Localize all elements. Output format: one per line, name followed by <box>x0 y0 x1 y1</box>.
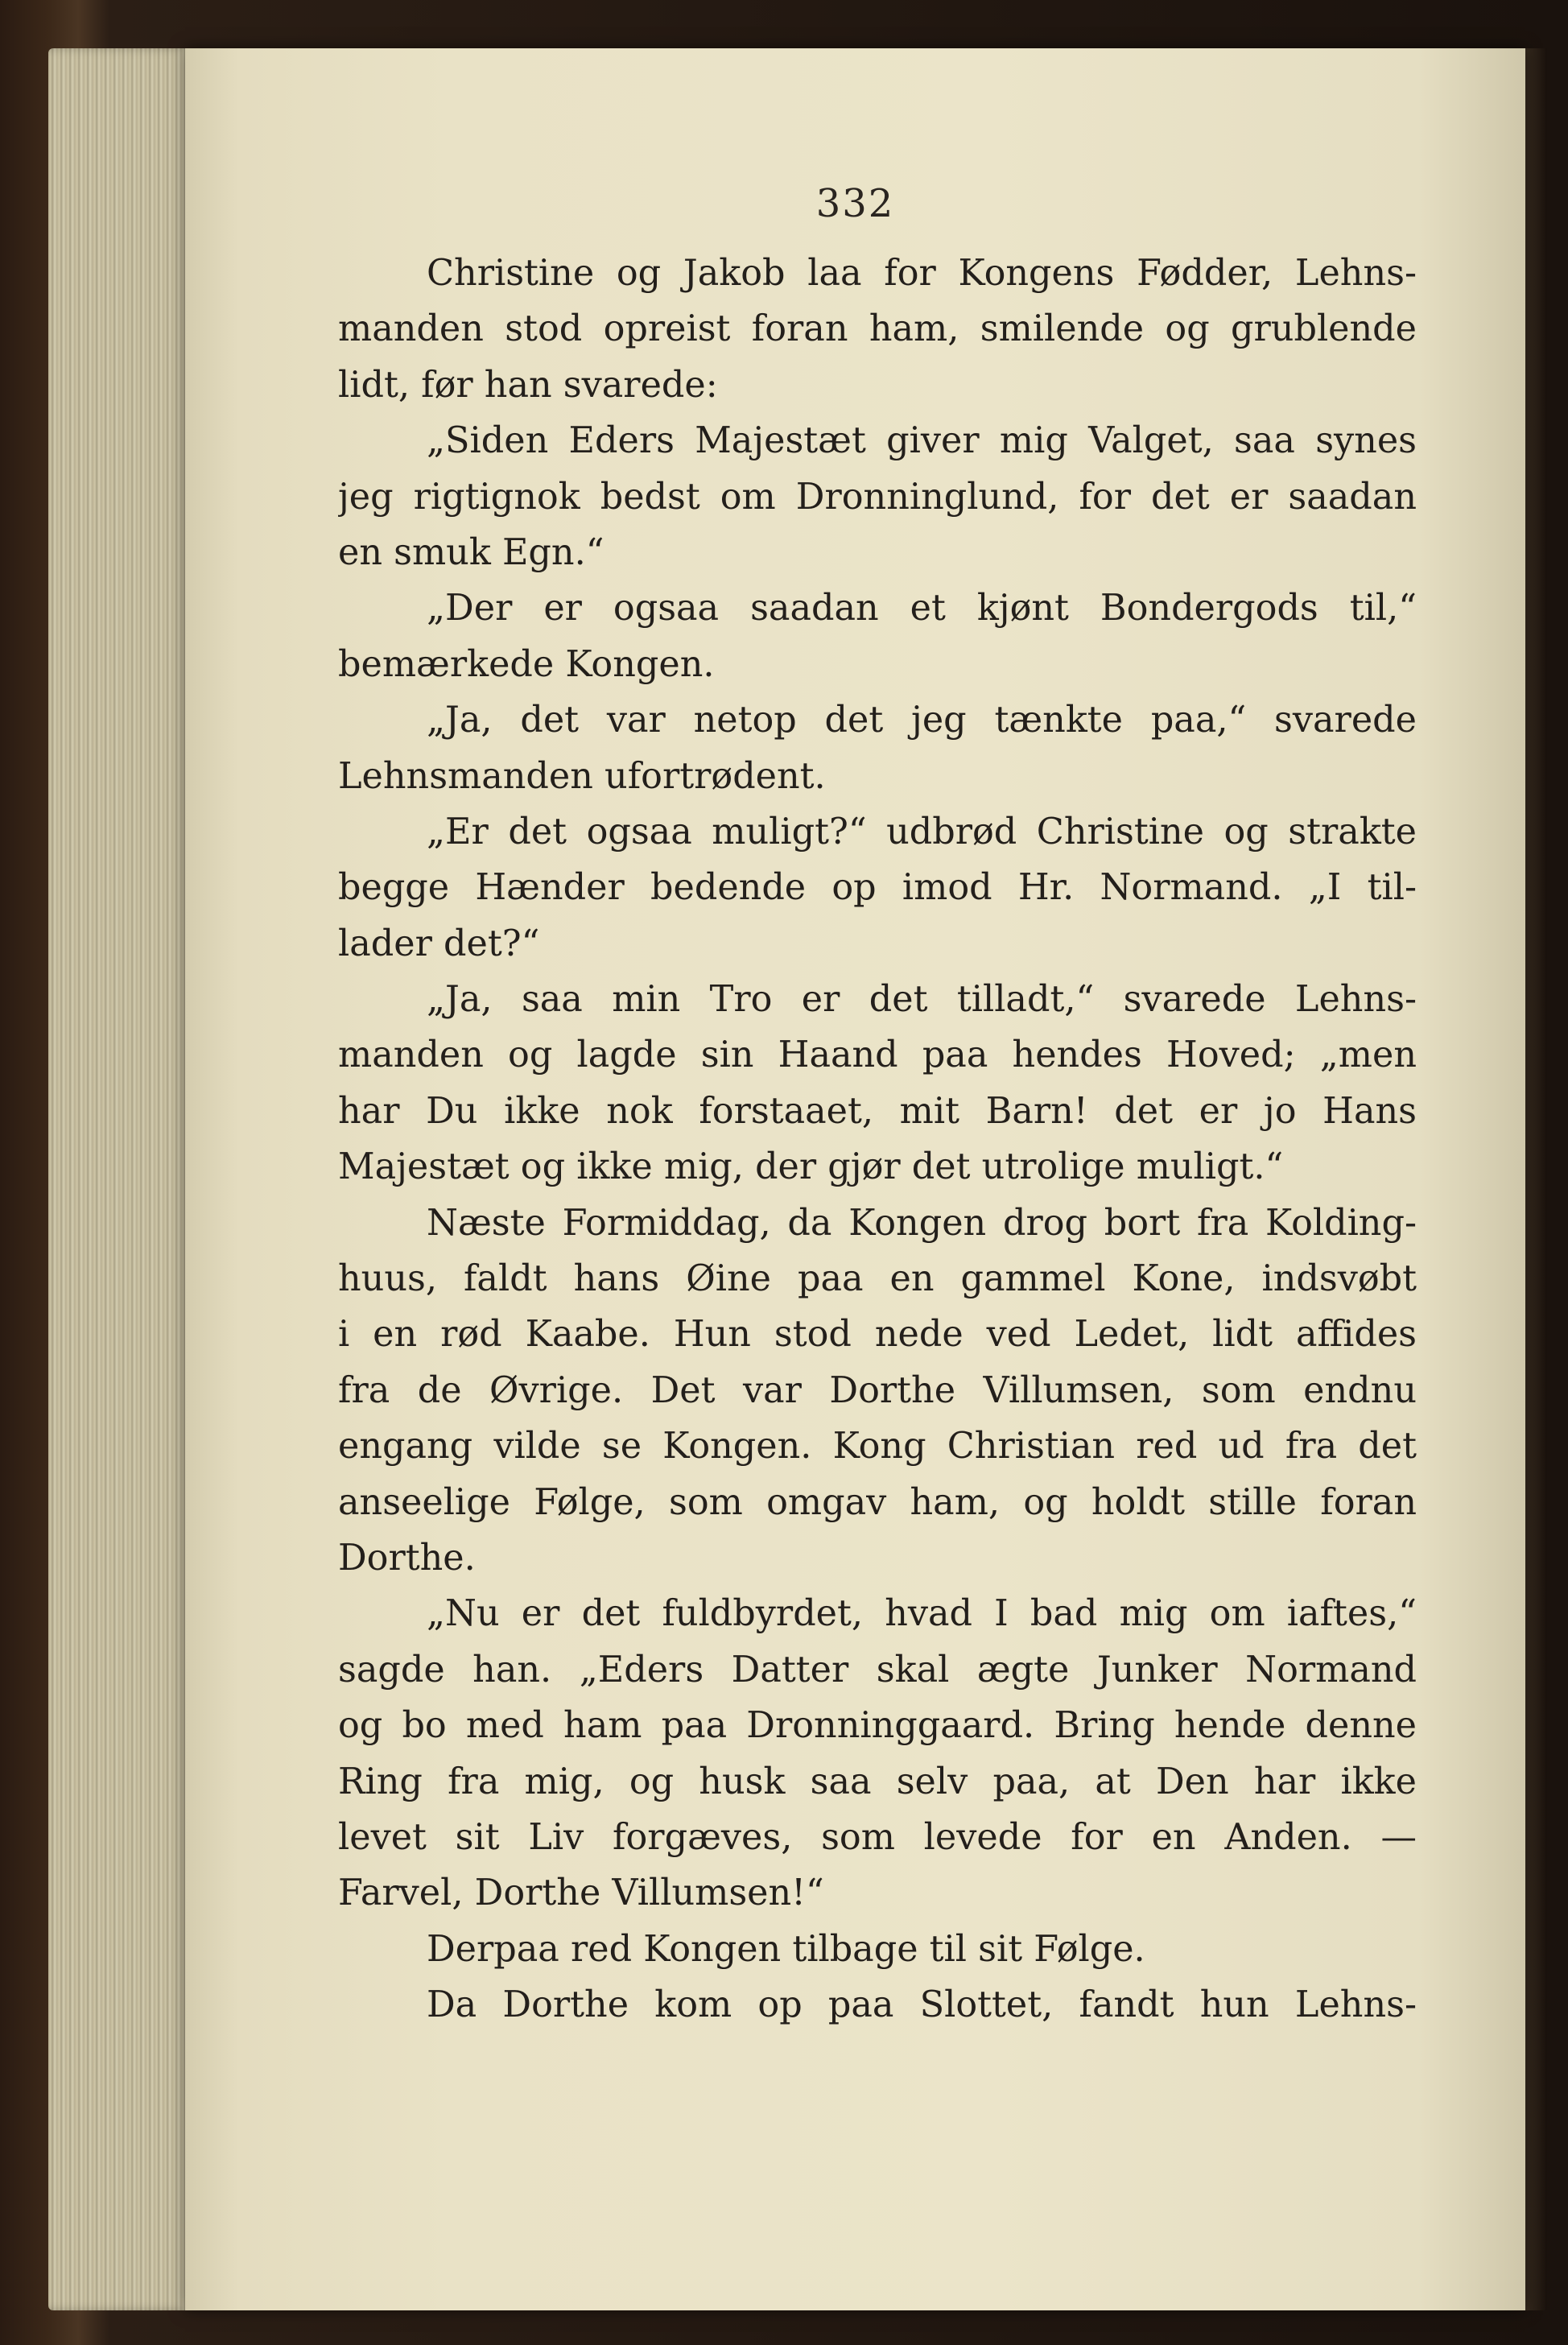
text-line: „Siden Eders Majestæt giver mig Valget, saa synes <box>427 420 1417 462</box>
text-line: bemærkede Kongen. <box>338 643 715 685</box>
text-line: Da Dorthe kom op paa Slottet, fandt hun Lehns- <box>427 1984 1417 2026</box>
text-line: levet sit Liv forgæves, som levede for en Anden. — <box>338 1816 1417 1858</box>
text-line: Derpaa red Kongen tilbage til sit Følge. <box>427 1928 1145 1970</box>
text-line: engang vilde se Kongen. Kong Christian red ud fra det <box>338 1426 1417 1468</box>
text-line: Ring fra mig, og husk saa selv paa, at Den har ikke <box>338 1761 1417 1802</box>
text-line: manden og lagde sin Haand paa hendes Hoved; „men <box>338 1034 1417 1076</box>
text-line: har Du ikke nok forstaaet, mit Barn! det er jo Hans <box>338 1090 1417 1132</box>
text-line: „Nu er det fuldbyrdet, hvad I bad mig om iaftes,“ <box>427 1593 1417 1635</box>
page-number: 332 <box>815 181 895 226</box>
text-line: anseelige Følge, som omgav ham, og holdt stille foran <box>338 1481 1417 1523</box>
text-line: begge Hænder bedende op imod Hr. Normand. „I til- <box>338 867 1417 909</box>
text-line: lader det?“ <box>338 923 540 964</box>
text-line: Dorthe. <box>338 1537 476 1579</box>
text-line: lidt, før han svarede: <box>338 364 718 406</box>
text-line: „Der er ogsaa saadan et kjønt Bondergods til,“ <box>427 588 1417 630</box>
text-line: en smuk Egn.“ <box>338 531 605 573</box>
text-line: sagde han. „Eders Datter skal ægte Junker Normand <box>338 1649 1417 1691</box>
text-line: Lehnsmanden ufortrødent. <box>338 755 826 797</box>
text-line: manden stod opreist foran ham, smilende og grublende <box>338 308 1417 350</box>
body-text <box>338 246 1417 2033</box>
text-line: Farvel, Dorthe Villumsen!“ <box>338 1872 824 1914</box>
text-line: i en rød Kaabe. Hun stod nede ved Ledet, lidt affides <box>338 1314 1417 1356</box>
text-line: Christine og Jakob laa for Kongens Fødder, Lehns- <box>427 253 1417 294</box>
text-line: Majestæt og ikke mig, der gjør det utrolige muligt.“ <box>338 1146 1284 1188</box>
text-line: „Ja, saa min Tro er det tilladt,“ svarede Lehns- <box>427 979 1417 1021</box>
text-line: fra de Øvrige. Det var Dorthe Villumsen, som endnu <box>338 1369 1417 1411</box>
text-line: og bo med ham paa Dronninggaard. Bring hende denne <box>338 1705 1417 1747</box>
text-line: „Er det ogsaa muligt?“ udbrød Christine og strakte <box>427 811 1417 853</box>
text-line: huus, faldt hans Øine paa en gammel Kone, indsvøbt <box>338 1258 1417 1300</box>
text-line: Næste Formiddag, da Kongen drog bort fra Kolding- <box>427 1202 1417 1244</box>
text-line: jeg rigtignok bedst om Dronninglund, for det er saadan <box>338 476 1417 518</box>
text-line: „Ja, det var netop det jeg tænkte paa,“ svarede <box>427 700 1417 741</box>
